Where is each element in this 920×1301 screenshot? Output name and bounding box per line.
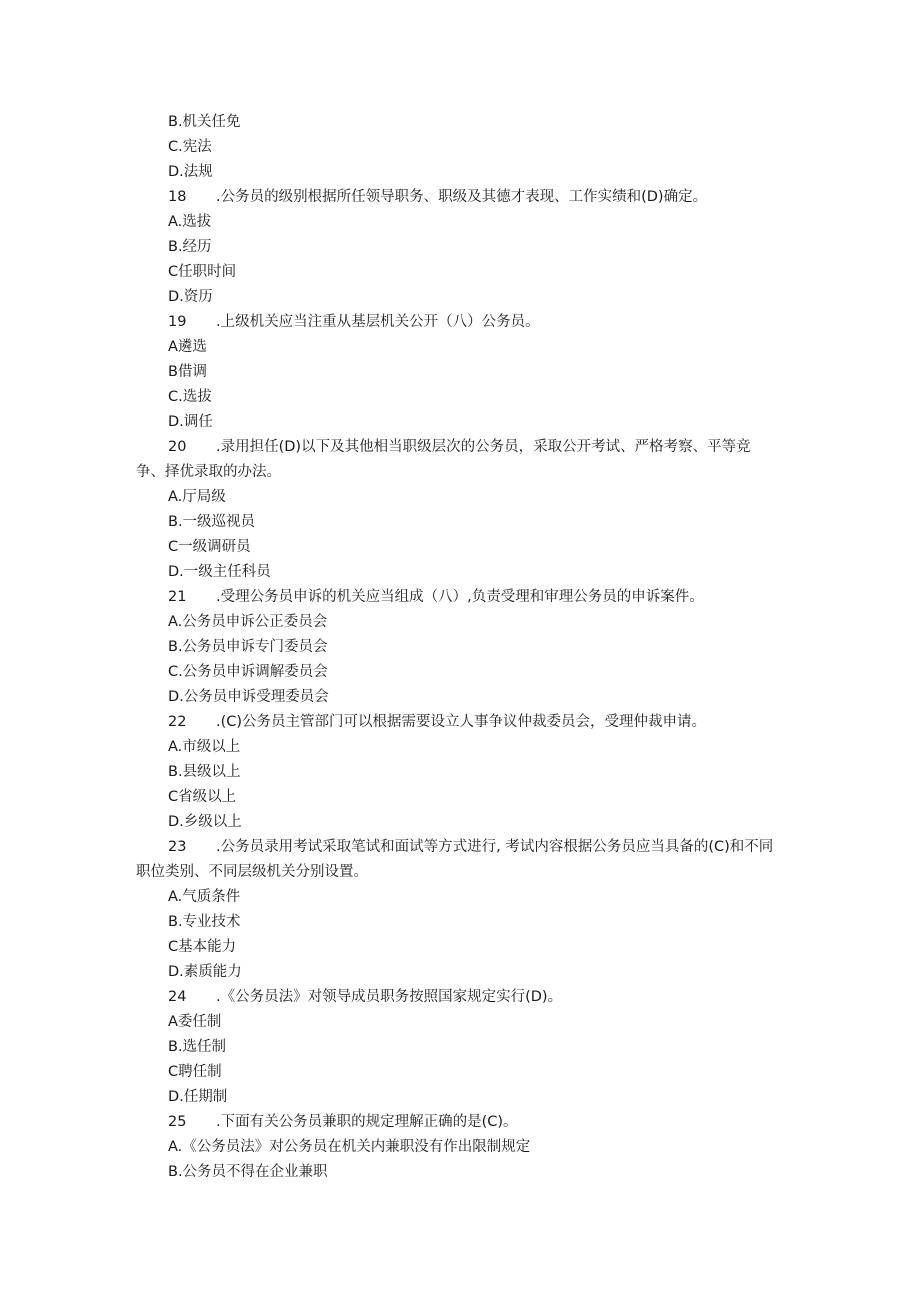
answer-option: A.《公务员法》对公务员在机关内兼职没有作出限制规定 [168, 1139, 531, 1155]
question-continuation: 争、择优录取的办法。 [136, 464, 281, 480]
question-text: .《公务员法》对领导成员职务按照国家规定实行(D)。 [216, 989, 563, 1005]
answer-option: C.选拔 [168, 389, 212, 405]
answer-option: D.一级主任科员 [168, 564, 271, 580]
question-text: .公务员的级别根据所任领导职务、职级及其德才表现、工作实绩和(D)确定。 [216, 189, 708, 205]
question-text: .受理公务员申诉的机关应当组成（八）,负责受理和审理公务员的申诉案件。 [216, 589, 704, 605]
answer-option: D.调任 [168, 414, 213, 430]
answer-option: B.一级巡视员 [168, 514, 256, 530]
question-number: 25 [168, 1114, 187, 1130]
answer-option: A.公务员申诉公正委员会 [168, 614, 328, 630]
question-line [0, 435, 920, 460]
document-page [0, 110, 920, 1185]
answer-option: C.公务员申诉调解委员会 [168, 664, 328, 680]
answer-option: A.选拔 [168, 214, 212, 230]
answer-option: A遴选 [168, 339, 207, 355]
answer-option: C聘任制 [168, 1064, 222, 1080]
answer-option: D.任期制 [168, 1089, 228, 1105]
question-line [0, 710, 920, 735]
question-line [0, 310, 920, 335]
answer-option: D.乡级以上 [168, 814, 242, 830]
answer-option: C省级以上 [168, 789, 237, 805]
question-line [0, 985, 920, 1010]
answer-option: D.公务员申诉受理委员会 [168, 689, 329, 705]
question-line [0, 185, 920, 210]
answer-option: C.宪法 [168, 139, 212, 155]
answer-option: B.专业技术 [168, 914, 241, 930]
answer-option: B借调 [168, 364, 207, 380]
question-text: .下面有关公务员兼职的规定理解正确的是(C)。 [216, 1114, 518, 1130]
answer-option: B.机关任免 [168, 114, 241, 130]
question-number: 20 [168, 439, 187, 455]
answer-option: D.法规 [168, 164, 213, 180]
question-text: .录用担任(D)以下及其他相当职级层次的公务员，采取公开考试、严格考察、平等竞 [216, 439, 751, 455]
answer-option: C任职时间 [168, 264, 237, 280]
answer-option: A.气质条件 [168, 889, 241, 905]
question-number: 22 [168, 714, 187, 730]
question-number: 19 [168, 314, 187, 330]
question-text: .上级机关应当注重从基层机关公开（八）公务员。 [216, 314, 540, 330]
answer-option: A.市级以上 [168, 739, 241, 755]
question-number: 18 [168, 189, 187, 205]
answer-option: D.素质能力 [168, 964, 242, 980]
answer-option: B.选任制 [168, 1039, 227, 1055]
answer-option: C基本能力 [168, 939, 237, 955]
answer-option: C一级调研员 [168, 539, 251, 555]
answer-option: B.公务员申诉专门委员会 [168, 639, 328, 655]
answer-option: A委任制 [168, 1014, 222, 1030]
question-number: 21 [168, 589, 187, 605]
answer-option: B.经历 [168, 239, 212, 255]
question-text: .(C)公务员主管部门可以根据需要设立人事争议仲裁委员会，受理仲裁申请。 [216, 714, 707, 730]
question-number: 24 [168, 989, 187, 1005]
question-text: .公务员录用考试采取笔试和面试等方式进行, 考试内容根据公务员应当具备的(C)和不同 [216, 839, 774, 855]
answer-option: D.资历 [168, 289, 213, 305]
answer-option: A.厅局级 [168, 489, 226, 505]
answer-option: B.县级以上 [168, 764, 241, 780]
question-line [0, 835, 920, 860]
question-continuation: 职位类别、不同层级机关分别设置。 [136, 864, 368, 880]
question-line [0, 585, 920, 610]
question-line [0, 1110, 920, 1135]
question-number: 23 [168, 839, 187, 855]
answer-option: B.公务员不得在企业兼职 [168, 1164, 328, 1180]
